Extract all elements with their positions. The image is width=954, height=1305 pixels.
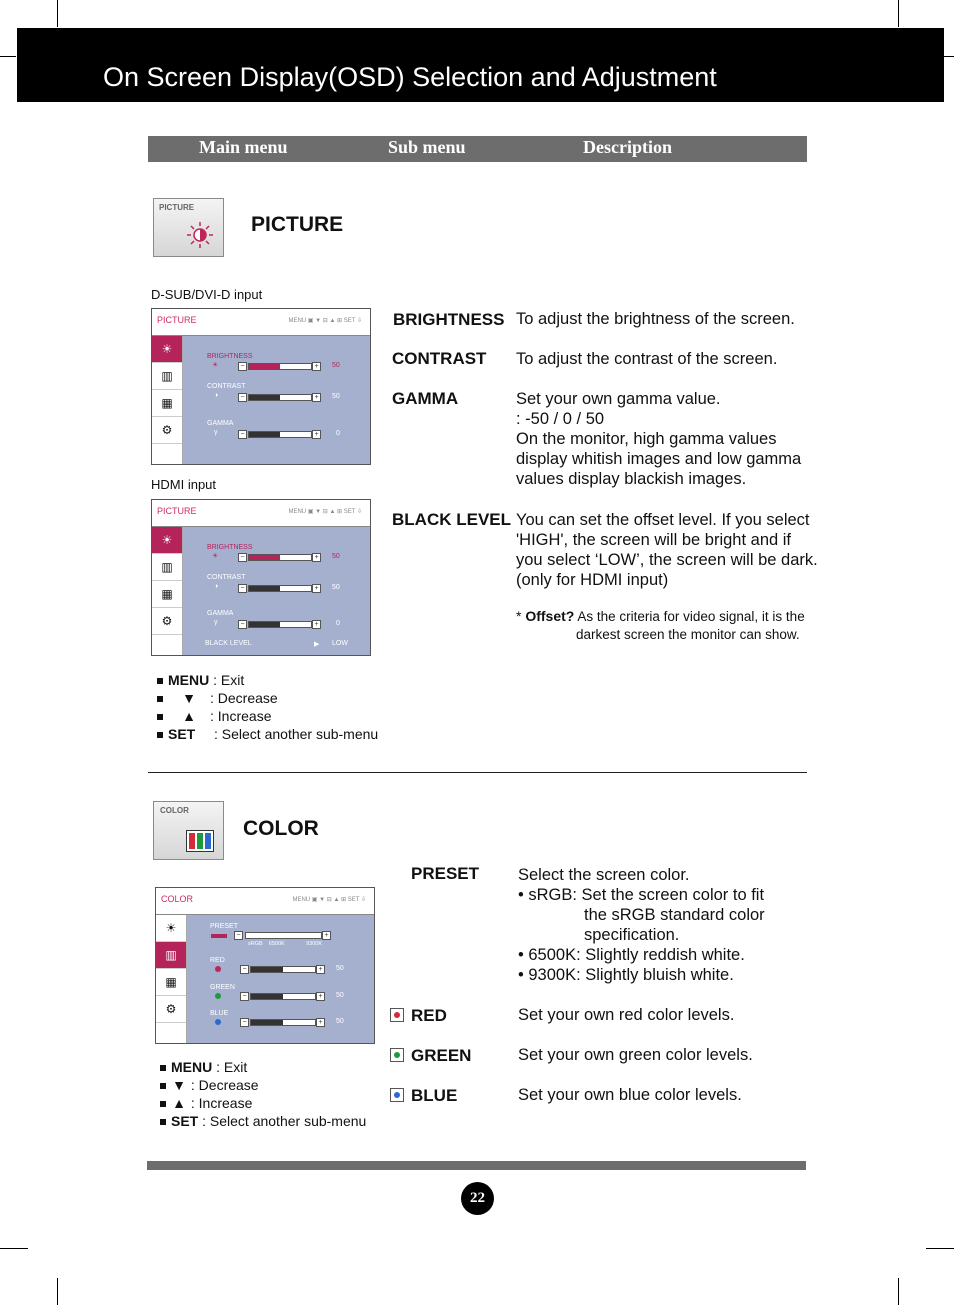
osd-blue-label: BLUE	[210, 1010, 229, 1017]
osd-contrast-label: CONTRAST	[207, 574, 246, 581]
submenu-blue: BLUE	[411, 1086, 458, 1105]
osd-brightness-bar	[248, 554, 312, 561]
osd-minus-icon: −	[238, 620, 247, 629]
picture-icon-label: PICTURE	[159, 203, 195, 212]
legend-row	[160, 1112, 390, 1130]
osd-brightness-bar	[248, 363, 312, 370]
osd-green-fill	[251, 994, 283, 999]
legend-text: : Exit	[213, 672, 245, 688]
osd-contrast-value: 50	[332, 393, 340, 400]
osd-contrast-value: 50	[332, 584, 340, 591]
legend-row	[157, 671, 397, 689]
osd-gamma-value: 0	[336, 620, 340, 627]
osd-black-level-value: LOW	[332, 640, 348, 647]
crop-mark	[898, 1278, 899, 1305]
page-number: 22	[461, 1182, 494, 1215]
osd-preset-label: PRESET	[210, 923, 239, 930]
osd-color	[155, 887, 375, 1044]
osd-minus-icon: −	[240, 965, 249, 974]
osd-controls: MENU ▣ ▼ ⊟ ▲ ⊞ SET ⇩	[288, 318, 362, 324]
osd-plus-icon: +	[316, 965, 325, 974]
osd-title: COLOR	[161, 894, 194, 904]
osd-green-bar	[250, 993, 316, 1000]
osd-gamma-label: GAMMA	[207, 420, 234, 427]
osd-tab-picture-icon: ☀	[152, 527, 182, 554]
submenu-green: GREEN	[411, 1046, 472, 1065]
legend-text: : Decrease	[210, 690, 278, 706]
osd-contrast-icon: ◑	[214, 392, 219, 399]
brightness-icon	[186, 221, 214, 249]
legend-key: MENU	[168, 672, 210, 688]
desc-blue: Set your own blue color levels.	[518, 1086, 742, 1104]
desc-black-level: You can set the offset level. If you select 'HIGH', the screen will be bright and if you select ‘LOW’, the screen will be dark. (only for HDMI input)	[516, 511, 818, 589]
osd-green-label: GREEN	[210, 984, 235, 991]
picture-section-title: PICTURE	[251, 213, 344, 236]
osd-blue-bar	[250, 1019, 316, 1026]
submenu-gamma: GAMMA	[392, 389, 459, 408]
osd-minus-icon: −	[240, 1018, 249, 1027]
legend-text: : Increase	[210, 708, 272, 724]
hdmi-input-label: HDMI input	[151, 477, 217, 492]
desc-contrast: To adjust the contrast of the screen.	[516, 350, 778, 368]
red-swatch-icon	[390, 1008, 404, 1022]
osd-red-label: RED	[210, 957, 225, 964]
osd-tab-color-icon: ▥	[152, 554, 182, 581]
osd-contrast-fill	[249, 395, 280, 400]
desc-brightness: To adjust the brightness of the screen.	[516, 310, 795, 328]
picture-button-legend	[157, 671, 397, 743]
osd-contrast-icon: ◑	[214, 583, 219, 590]
osd-contrast-bar	[248, 394, 312, 401]
osd-brightness-label: BRIGHTNESS	[207, 544, 253, 551]
osd-title: PICTURE	[157, 506, 197, 516]
osd-gamma-value: 0	[336, 430, 340, 437]
osd-gamma-label: GAMMA	[207, 610, 234, 617]
osd-red-bar	[250, 966, 316, 973]
section-divider	[148, 772, 807, 773]
osd-contrast-fill	[249, 586, 280, 591]
legend-row	[157, 725, 397, 743]
down-arrow-icon: ▼	[182, 690, 196, 706]
desc-gamma: Set your own gamma value. : -50 / 0 / 50 On the monitor, high gamma values display whitish images and low gamma values display blackish images.	[516, 390, 802, 488]
picture-menu-icon	[153, 198, 224, 257]
osd-preset-marker	[211, 934, 227, 938]
osd-title: PICTURE	[157, 315, 197, 325]
osd-plus-icon: +	[312, 430, 321, 439]
crop-mark	[0, 56, 16, 57]
submenu-red: RED	[411, 1006, 447, 1025]
legend-text: : Increase	[187, 1095, 253, 1111]
crop-mark	[898, 0, 899, 27]
legend-key: SET	[168, 726, 196, 742]
color-menu-icon	[153, 801, 224, 860]
osd-brightness-fill	[249, 364, 280, 369]
osd-controls: MENU ▣ ▼ ⊟ ▲ ⊞ SET ⇩	[292, 897, 366, 903]
osd-sidebar	[152, 527, 183, 655]
osd-minus-icon: −	[238, 430, 247, 439]
osd-blue-value: 50	[336, 1018, 344, 1025]
osd-red-fill	[251, 967, 283, 972]
dsub-input-label: D-SUB/DVI-D input	[151, 287, 263, 302]
offset-note: * Offset? As the criteria for video signal, it is the darkest screen the monitor can show.	[516, 608, 805, 642]
osd-plus-icon: +	[316, 1018, 325, 1027]
legend-text: : Exit	[212, 1059, 248, 1075]
osd-gamma-fill	[249, 432, 280, 437]
osd-blue-fill	[251, 1020, 283, 1025]
osd-sun-icon: ☀	[212, 362, 219, 369]
osd-preset-bar	[245, 932, 322, 939]
legend-key: MENU	[171, 1059, 213, 1075]
osd-plus-icon: +	[316, 992, 325, 1001]
osd-plus-icon: +	[322, 931, 331, 940]
osd-minus-icon: −	[238, 553, 247, 562]
legend-row	[160, 1094, 390, 1112]
osd-brightness-label: BRIGHTNESS	[207, 353, 253, 360]
osd-gamma-icon: γ	[214, 429, 218, 436]
crop-mark	[57, 1278, 58, 1305]
osd-black-level-label: BLACK LEVEL	[205, 640, 252, 647]
osd-gamma-icon: γ	[214, 619, 218, 626]
up-arrow-icon: ▲	[172, 1095, 186, 1111]
column-sub-menu: Sub menu	[388, 137, 466, 157]
crop-mark	[57, 0, 58, 27]
osd-tab-picture-icon: ☀	[152, 336, 182, 363]
osd-tab-tracking-icon: ▦	[152, 390, 182, 417]
submenu-contrast: CONTRAST	[392, 349, 487, 368]
osd-tab-setup-icon: ⚙	[152, 608, 182, 635]
osd-contrast-label: CONTRAST	[207, 383, 246, 390]
color-section-title: COLOR	[243, 817, 319, 840]
osd-controls: MENU ▣ ▼ ⊟ ▲ ⊞ SET ⇩	[288, 509, 362, 515]
green-swatch-icon	[390, 1048, 404, 1062]
legend-text: : Decrease	[187, 1077, 259, 1093]
osd-minus-icon: −	[238, 584, 247, 593]
osd-tab-picture-icon: ☀	[156, 915, 186, 942]
legend-row	[157, 689, 397, 707]
osd-brightness-fill	[249, 555, 280, 560]
osd-plus-icon: +	[312, 620, 321, 629]
osd-tab-color-icon: ▥	[156, 942, 186, 969]
legend-row	[160, 1058, 390, 1076]
osd-green-value: 50	[336, 992, 344, 999]
legend-key: SET	[171, 1113, 199, 1129]
osd-plus-icon: +	[312, 553, 321, 562]
up-arrow-icon: ▲	[182, 708, 196, 724]
osd-tab-color-icon: ▥	[152, 363, 182, 390]
page-title: On Screen Display(OSD) Selection and Adjustment	[103, 62, 717, 92]
legend-text: : Select another sub-menu	[198, 1113, 367, 1129]
color-icon-label: COLOR	[160, 806, 189, 815]
blue-swatch-icon	[390, 1088, 404, 1102]
submenu-preset: PRESET	[411, 864, 480, 883]
color-bars-icon	[186, 830, 214, 852]
column-main-menu: Main menu	[199, 137, 288, 157]
crop-mark	[926, 1248, 954, 1249]
osd-minus-icon: −	[240, 992, 249, 1001]
osd-blue-dot-icon	[215, 1019, 221, 1025]
submenu-black-level: BLACK LEVEL	[392, 510, 511, 529]
legend-row	[160, 1076, 390, 1094]
down-arrow-icon: ▼	[172, 1077, 186, 1093]
osd-plus-icon: +	[312, 584, 321, 593]
osd-contrast-bar	[248, 585, 312, 592]
osd-sidebar	[152, 336, 183, 464]
legend-text: : Select another sub-menu	[214, 726, 379, 742]
osd-tab-tracking-icon: ▦	[156, 969, 186, 996]
crop-mark	[0, 1248, 28, 1249]
desc-preset: Select the screen color. • sRGB: Set the screen color to fit the sRGB standard color specification. • 6500K: Slightly reddish white. • 9300K: Slightly bluish white.	[518, 866, 765, 984]
osd-picture-hdmi	[151, 499, 371, 656]
osd-sidebar	[156, 915, 187, 1043]
offset-note-term: Offset?	[525, 608, 575, 624]
osd-arrow-right-icon: ▶	[314, 641, 320, 648]
osd-tab-setup-icon: ⚙	[156, 996, 186, 1023]
osd-plus-icon: +	[312, 393, 321, 402]
osd-plus-icon: +	[312, 362, 321, 371]
osd-brightness-value: 50	[332, 553, 340, 560]
osd-brightness-value: 50	[332, 362, 340, 369]
osd-minus-icon: −	[234, 931, 243, 940]
desc-red: Set your own red color levels.	[518, 1006, 735, 1024]
osd-gamma-bar	[248, 621, 312, 628]
column-description: Description	[583, 137, 672, 157]
osd-tab-setup-icon: ⚙	[152, 417, 182, 444]
submenu-brightness: BRIGHTNESS	[393, 310, 505, 329]
osd-minus-icon: −	[238, 362, 247, 371]
osd-preset-options: sRGB 6500K 9300K	[248, 941, 322, 947]
osd-gamma-bar	[248, 431, 312, 438]
osd-green-dot-icon	[215, 993, 221, 999]
osd-picture-dsub	[151, 308, 371, 465]
desc-green: Set your own green color levels.	[518, 1046, 753, 1064]
footer-bar	[147, 1161, 806, 1170]
legend-row	[157, 707, 397, 725]
osd-sun-icon: ☀	[212, 553, 219, 560]
osd-red-value: 50	[336, 965, 344, 972]
osd-minus-icon: −	[238, 393, 247, 402]
color-button-legend	[160, 1058, 390, 1130]
osd-red-dot-icon	[215, 966, 221, 972]
osd-tab-tracking-icon: ▦	[152, 581, 182, 608]
osd-gamma-fill	[249, 622, 280, 627]
